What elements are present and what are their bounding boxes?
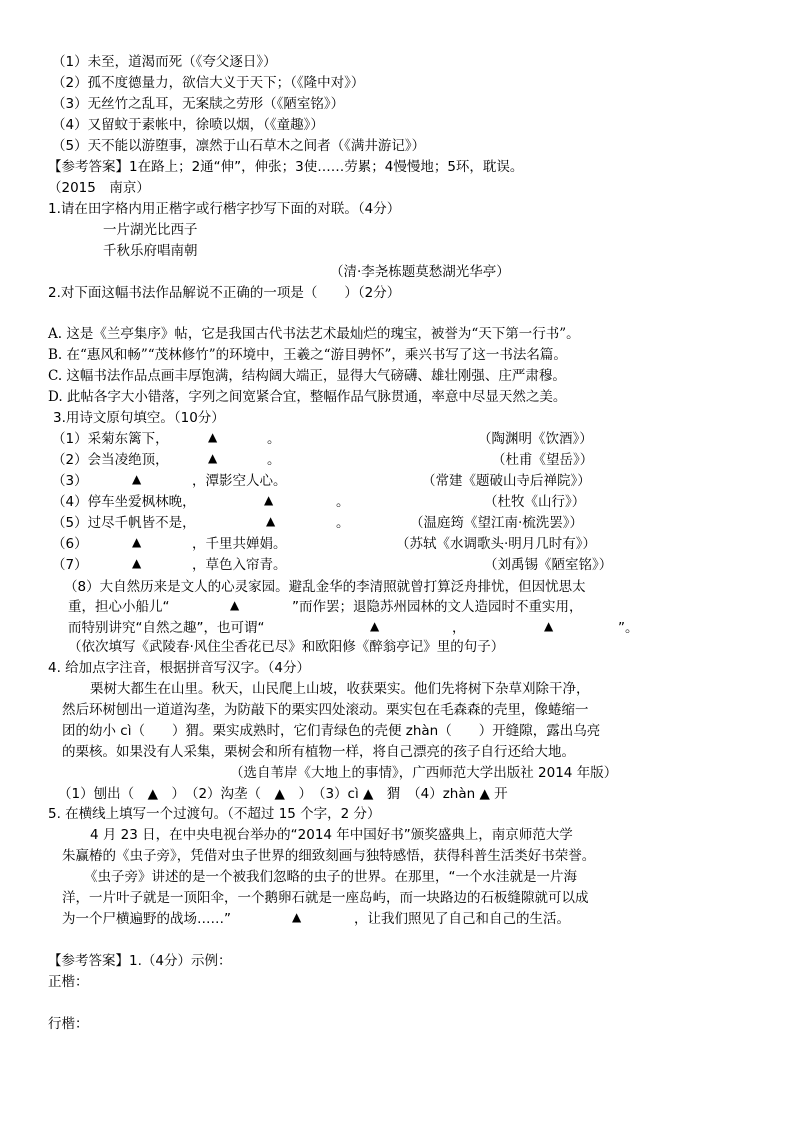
blank-mark-icon: ▲ (544, 619, 554, 633)
q3-item-num: （5）过尽千帆皆不是， (52, 515, 196, 531)
q1-couplet-line1: 一片湖光比西子 (103, 222, 198, 238)
q3-p8-line3c: ”。 (618, 620, 639, 636)
blank-mark-icon: ▲ (370, 619, 380, 633)
q3-item-source: （温庭筠《望江南·梳洗罢》） (410, 515, 584, 531)
q3-item-source: （杜牧《山行》） (484, 494, 586, 510)
q3-item-text: ，潭影空人心。 (192, 473, 287, 489)
q2-stem: 2.对下面这幅书法作品解说不正确的一项是（ ）（2分） (48, 285, 401, 301)
q3-p8-line3b: ， (452, 620, 466, 636)
answer-xingkai: 行楷： (48, 1016, 89, 1032)
blank-mark-icon: ▲ (292, 910, 302, 924)
q3-item-source: （常建《题破山寺后禅院》） (422, 473, 591, 489)
q4-para-line3: 团的幼小 cì（ ）猬。栗实成熟时，它们青绿色的壳便 zhàn（ ）开缝隙，露出乌亮 (62, 723, 601, 739)
q2-option-c: C. 这幅书法作品点画丰厚饱满，结构阔大端正，显得大气磅礴、雄壮刚强、庄严肃穆。 (48, 368, 566, 384)
q3-item-source: （苏轼《水调歌头·明月几时有》） (396, 536, 597, 552)
q1-source: （清·李尧栋题莫愁湖光华亭） (330, 264, 510, 280)
q5-stem: 5. 在横线上填写一个过渡句。（不超过 15 个字，2 分） (48, 806, 381, 822)
answer-zhengkai: 正楷： (48, 974, 89, 990)
prev-answer: 【参考答案】1在路上；2通“伸”，伸张；3使……劳累；4慢慢地；5环，耽误。 (48, 159, 524, 175)
blank-mark-icon: ▲ (230, 598, 240, 612)
q3-item-end: 。 (267, 431, 281, 447)
q5-para-line1: 4 月 23 日，在中央电视台举办的“2014 年中国好书”颁奖盛典上，南京师范大学 (90, 827, 573, 843)
q4-stem: 4. 给加点字注音，根据拼音写汉字。（4分） (48, 660, 311, 676)
q3-item-num: （4）停车坐爱枫林晚， (52, 494, 196, 510)
q5-para-line5a: 为一个尸横遍野的战场……” (62, 911, 231, 927)
q5-para-line3: 《虫子旁》讲述的是一个被我们忽略的虫子的世界。在那里，“一个水洼就是一片海 (84, 869, 577, 885)
q2-option-d: D. 此帖各字大小错落，字列之间宽紧合宜，整幅作品气脉贯通，率意中尽显天然之美。 (48, 389, 567, 405)
q4-answer-row: （1）刨出（ ▲ ） （2）沟垄（ ▲ ） （3）cì ▲ 猬 （4）zhàn ▲ 开 (58, 786, 508, 802)
q5-para-line4: 洋，一片叶子就是一顶阳伞，一个鹅卵石就是一座岛屿，而一块路边的石板缝隙就可以成 (62, 890, 589, 906)
answer-head: 【参考答案】1.（4分）示例： (48, 953, 232, 969)
q3-item-num: （6） (52, 536, 88, 552)
q3-p8-line2a: 重，担心小船儿“ (68, 599, 170, 615)
q3-item-num: （3） (52, 473, 88, 489)
exam-tag: （2015 南京） (48, 180, 150, 196)
blank-mark-icon: ▲ (132, 472, 142, 486)
q4-para-line2: 然后环树刨出一道道沟垄，为防敲下的栗实四处滚动。栗实包在毛森森的壳里，像蜷缩一 (62, 702, 589, 718)
blank-mark-icon: ▲ (266, 514, 276, 528)
blank-mark-icon: ▲ (264, 493, 274, 507)
blank-mark-icon: ▲ (208, 430, 218, 444)
q3-p8-line4: （依次填写《武陵春·风住尘香花已尽》和欧阳修《醉翁亭记》里的句子） (68, 639, 505, 655)
prev-item-1: （1）未至，道渴而死（《夸父逐日》） (52, 54, 277, 70)
q3-item-num: （1）采菊东篱下， (52, 431, 169, 447)
q3-item-text: ，草色入帘青。 (192, 557, 287, 573)
q3-item-num: （7） (52, 557, 88, 573)
q5-para-line2: 朱赢椿的《虫子旁》，凭借对虫子世界的细致刻画与独特感悟，获得科普生活类好书荣誉。 (62, 848, 596, 864)
q3-item-text: ，千里共婵娟。 (192, 536, 287, 552)
q3-item-end: 。 (336, 515, 350, 531)
blank-mark-icon: ▲ (132, 556, 142, 570)
prev-item-2: （2）孤不度德量力，欲信大义于天下；（《隆中对》） (52, 75, 365, 91)
q3-item-end: 。 (336, 494, 350, 510)
prev-item-4: （4）又留蚊于素帐中，徐喷以烟，（《童趣》） (52, 117, 324, 133)
q3-p8-line2b: ”而作罢；退隐苏州园林的文人造园时不重实用， (292, 599, 583, 615)
q3-item-end: 。 (267, 452, 281, 468)
q2-option-a: A. 这是《兰亭集序》帖，它是我国古代书法艺术最灿烂的瑰宝，被誉为“天下第一行书”。 (48, 326, 580, 342)
blank-mark-icon: ▲ (132, 535, 142, 549)
q3-p8-line1: （8）大自然历来是文人的心灵家园。避乱金华的李清照就曾打算泛舟排忧，但因忧思太 (64, 579, 586, 595)
q3-item-source: （陶渊明《饮酒》） (478, 431, 593, 447)
q4-para-line4: 的栗核。如果没有人采集，栗树会和所有植物一样，将自己漂亮的孩子自行还给大地。 (62, 744, 575, 760)
q1-couplet-line2: 千秋乐府唱南朝 (103, 243, 198, 259)
q4-source: （选自苇岸《大地上的事情》，广西师范大学出版社 2014 年版） (230, 765, 618, 781)
q3-stem: 3.用诗文原句填空。（10分） (53, 410, 225, 426)
q1-stem: 1.请在田字格内用正楷字或行楷字抄写下面的对联。（4分） (48, 201, 401, 217)
q3-item-num: （2）会当凌绝顶， (52, 452, 169, 468)
q3-item-source: （刘禹锡《陋室铭》） (484, 557, 613, 573)
q4-para-line1: 栗树大都生在山里。秋天，山民爬上山坡，收获栗实。他们先将树下杂草刈除干净， (90, 681, 590, 697)
q2-option-b: B. 在“惠风和畅”“茂林修竹”的环境中，王羲之“游目骋怀”，乘兴书写了这一书法名篇。 (48, 347, 567, 363)
q5-para-line5b: ，让我们照见了自己和自己的生活。 (354, 911, 570, 927)
q3-item-source: （杜甫《望岳》） (492, 452, 594, 468)
prev-item-3: （3）无丝竹之乱耳，无案牍之劳形（《陋室铭》） (52, 96, 345, 112)
q3-p8-line3a: 而特别讲究“自然之趣”，也可谓“ (68, 620, 265, 636)
blank-mark-icon: ▲ (208, 451, 218, 465)
prev-item-5: （5）天不能以游堕事，凛然于山石草木之间者（《满井游记》） (52, 138, 426, 154)
